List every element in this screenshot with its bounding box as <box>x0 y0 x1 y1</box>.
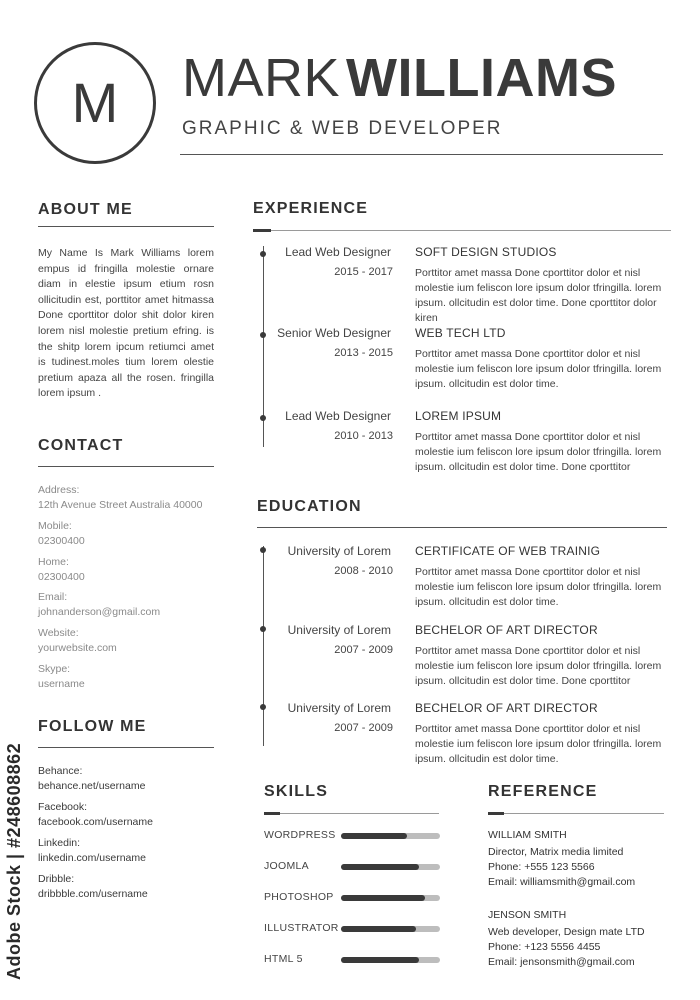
reference-phone: Phone: +123 5556 4455 <box>488 941 601 953</box>
education-divider <box>257 527 667 528</box>
about-title: ABOUT ME <box>38 201 133 218</box>
header-divider <box>180 154 663 155</box>
education-entry-years: 2007 - 2009 <box>334 722 393 734</box>
reference-accent <box>488 812 504 815</box>
contact-label: Mobile: <box>38 520 72 532</box>
skill-bar <box>341 957 440 963</box>
monogram-letter: M <box>71 71 119 134</box>
stock-id-label: Adobe Stock | #248608862 <box>4 742 24 980</box>
contact-value: username <box>38 678 85 690</box>
education-title: EDUCATION <box>257 498 362 515</box>
experience-entry-title: Lead Web Designer <box>285 409 391 423</box>
skill-name: PHOTOSHOP <box>264 891 334 903</box>
about-text: My Name Is Mark Williams lorem empus id fringilla molestie ornare diam in elestie ipsum etium rosn ollicitudin est, porttitor amet hitmassa Done cporttitor dolor shit dolor kiren lorem nisl molestie pretium efring. is the shitp lorem ipcum retiumci amet is tudinest.moles tium lorem olestie pretium apaza all the rosen. fringilla lorem ipsum . <box>38 247 214 400</box>
contact-label: Address: <box>38 484 80 496</box>
skill-name: HTML 5 <box>264 953 303 965</box>
experience-entry-years: 2010 - 2013 <box>334 430 393 442</box>
reference-position: Web developer, Design mate LTD <box>488 926 645 938</box>
experience-accent <box>253 229 271 232</box>
reference-divider <box>488 813 664 814</box>
first-name: MARK <box>182 48 341 108</box>
experience-entry-desc: Porttitor amet massa Done cporttitor dolor et nisl molestie ium feliscon lore ipsum dolor tfringilla. lorem ipsum. ollcitudin est dolor time. Done cporttitor <box>415 431 662 473</box>
reference-email: Email: jensonsmith@gmail.com <box>488 956 635 968</box>
education-entry-years: 2007 - 2009 <box>334 644 393 656</box>
skill-name: ILLUSTRATOR <box>264 922 339 934</box>
experience-entry-desc: Porttitor amet massa Done cporttitor dolor et nisl molestie ium feliscon lore ipsum dolor tfringilla. lorem ipsum. ollcitudin est dolor time. <box>415 348 662 390</box>
follow-label: Facebook: <box>38 801 88 813</box>
follow-label: Dribble: <box>38 873 75 885</box>
contact-label: Home: <box>38 556 69 568</box>
experience-entry-years: 2013 - 2015 <box>334 347 393 359</box>
education-entry-desc: Porttitor amet massa Done cporttitor dolor et nisl molestie ium feliscon lore ipsum dolor tfringilla. lorem ipsum. ollcitudin est dolor time. <box>415 566 662 608</box>
reference-email: Email: williamsmith@gmail.com <box>488 876 636 888</box>
reference-position: Director, Matrix media limited <box>488 846 624 858</box>
skills-accent <box>264 812 280 815</box>
contact-label: Website: <box>38 627 79 639</box>
skill-bar-fill <box>341 833 407 839</box>
experience-entry-org: WEB TECH LTD <box>415 326 506 340</box>
experience-entry-desc: Porttitor amet massa Done cporttitor dolor et nisl molestie ium feliscon lore ipsum dolor tfringilla. lorem ipsum. ollcitudin est dolor time. Done cporttitor dolor kiren <box>415 267 662 324</box>
contact-label: Email: <box>38 591 68 603</box>
contact-title: CONTACT <box>38 437 124 454</box>
contact-value: yourwebsite.com <box>38 642 117 654</box>
last-name: WILLIAMS <box>346 48 617 108</box>
education-entry-years: 2008 - 2010 <box>334 565 393 577</box>
skill-bar-fill <box>341 926 416 932</box>
education-entry-org: CERTIFICATE OF WEB TRAINIG <box>415 544 601 558</box>
contact-value: 02300400 <box>38 535 85 547</box>
follow-divider <box>38 747 214 748</box>
education-entry-org: BECHELOR OF ART DIRECTOR <box>415 701 598 715</box>
skill-bar-fill <box>341 895 425 901</box>
follow-link: behance.net/username <box>38 780 146 792</box>
education-entry-title: University of Lorem <box>287 623 391 637</box>
skill-name: WORDPRESS <box>264 829 336 841</box>
education-entry-desc: Porttitor amet massa Done cporttitor dolor et nisl molestie ium feliscon lore ipsum dolor tfringilla. lorem ipsum. ollcitudin est dolor time. <box>415 723 662 765</box>
follow-label: Behance: <box>38 765 83 777</box>
skill-name: JOOMLA <box>264 860 309 872</box>
skill-bar <box>341 864 440 870</box>
contact-label: Skype: <box>38 663 71 675</box>
reference-name: WILLIAM SMITH <box>488 829 567 841</box>
follow-link: linkedin.com/username <box>38 852 146 864</box>
contact-divider <box>38 466 214 467</box>
full-name <box>182 46 617 110</box>
experience-entry-years: 2015 - 2017 <box>334 266 393 278</box>
follow-title: FOLLOW ME <box>38 718 147 735</box>
skills-title: SKILLS <box>264 783 329 800</box>
monogram-circle <box>34 42 156 164</box>
skill-bar <box>341 833 440 839</box>
experience-divider <box>253 230 671 231</box>
skill-bar <box>341 895 440 901</box>
education-entry-org: BECHELOR OF ART DIRECTOR <box>415 623 598 637</box>
skill-bar <box>341 926 440 932</box>
experience-entry-org: SOFT DESIGN STUDIOS <box>415 245 557 259</box>
contact-value: johnanderson@gmail.com <box>38 606 161 618</box>
follow-link: facebook.com/username <box>38 816 153 828</box>
follow-link: dribbble.com/username <box>38 888 148 900</box>
follow-label: Linkedin: <box>38 837 81 849</box>
skills-divider <box>264 813 439 814</box>
education-entry-title: University of Lorem <box>287 544 391 558</box>
experience-title: EXPERIENCE <box>253 200 369 217</box>
experience-entry-title: Senior Web Designer <box>277 326 391 340</box>
skill-bar-fill <box>341 957 419 963</box>
reference-name: JENSON SMITH <box>488 909 567 921</box>
skill-bar-fill <box>341 864 419 870</box>
job-role: GRAPHIC & WEB DEVELOPER <box>182 118 503 139</box>
about-divider <box>38 226 214 227</box>
experience-entry-title: Lead Web Designer <box>285 245 391 259</box>
reference-title: REFERENCE <box>488 783 598 800</box>
education-entry-title: University of Lorem <box>287 701 391 715</box>
reference-phone: Phone: +555 123 5566 <box>488 861 595 873</box>
education-entry-desc: Porttitor amet massa Done cporttitor dolor et nisl molestie ium feliscon lore ipsum dolor tfringilla. lorem ipsum. ollcitudin est dolor time. Done cporttitor <box>415 645 662 687</box>
contact-value: 12th Avenue Street Australia 40000 <box>38 499 203 511</box>
contact-value: 02300400 <box>38 571 85 583</box>
experience-entry-org: LOREM IPSUM <box>415 409 502 423</box>
